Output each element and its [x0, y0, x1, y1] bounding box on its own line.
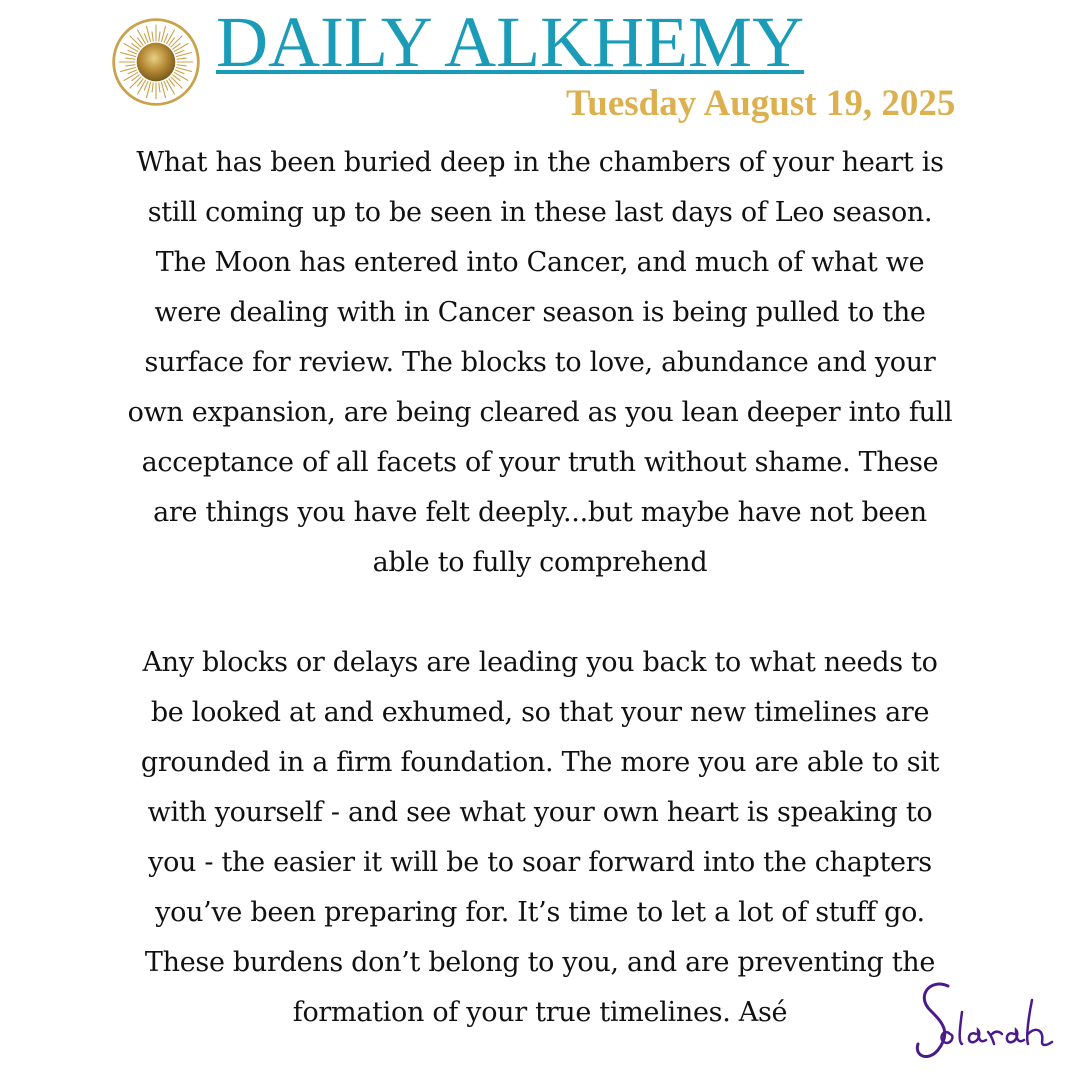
text-line: own expansion, are being cleared as you lean deeper into full	[127, 397, 953, 428]
text-line: be looked at and exhumed, so that your new timelines are	[150, 697, 930, 728]
text-line: grounded in a firm foundation. The more you are able to sit	[140, 747, 940, 778]
text-line: acceptance of all facets of your truth without shame. These	[141, 447, 939, 478]
sun-medallion-icon	[110, 16, 202, 108]
text-line: These burdens don’t belong to you, and are preventing the	[144, 947, 936, 978]
text-line: surface for review. The blocks to love, abundance and your	[144, 347, 936, 378]
text-line: are things you have felt deeply...but maybe have not been	[153, 497, 927, 528]
paragraph-2	[20, 638, 1060, 1038]
text-line: formation of your true timelines. Asé	[292, 997, 788, 1028]
text-line: still coming up to be seen in these last days of Leo season.	[147, 197, 933, 228]
text-line: able to fully comprehend	[372, 547, 708, 578]
solarah-signature	[908, 972, 1068, 1072]
text-line: Any blocks or delays are leading you back to what needs to	[142, 647, 938, 678]
text-line: you’ve been preparing for. It’s time to let a lot of stuff go.	[155, 897, 925, 928]
paragraph-1	[20, 138, 1060, 588]
page-title: DAILY ALKHEMY	[216, 2, 805, 82]
text-line: were dealing with in Cancer season is being pulled to the	[154, 297, 926, 328]
text-line: What has been buried deep in the chambers of your heart is	[136, 147, 944, 178]
text-line: you - the easier it will be to soar forward into the chapters	[148, 847, 932, 878]
text-line: with yourself - and see what your own heart is speaking to	[147, 797, 933, 828]
text-line: The Moon has entered into Cancer, and much of what we	[155, 247, 925, 278]
date-label: Tuesday August 19, 2025	[566, 83, 956, 124]
